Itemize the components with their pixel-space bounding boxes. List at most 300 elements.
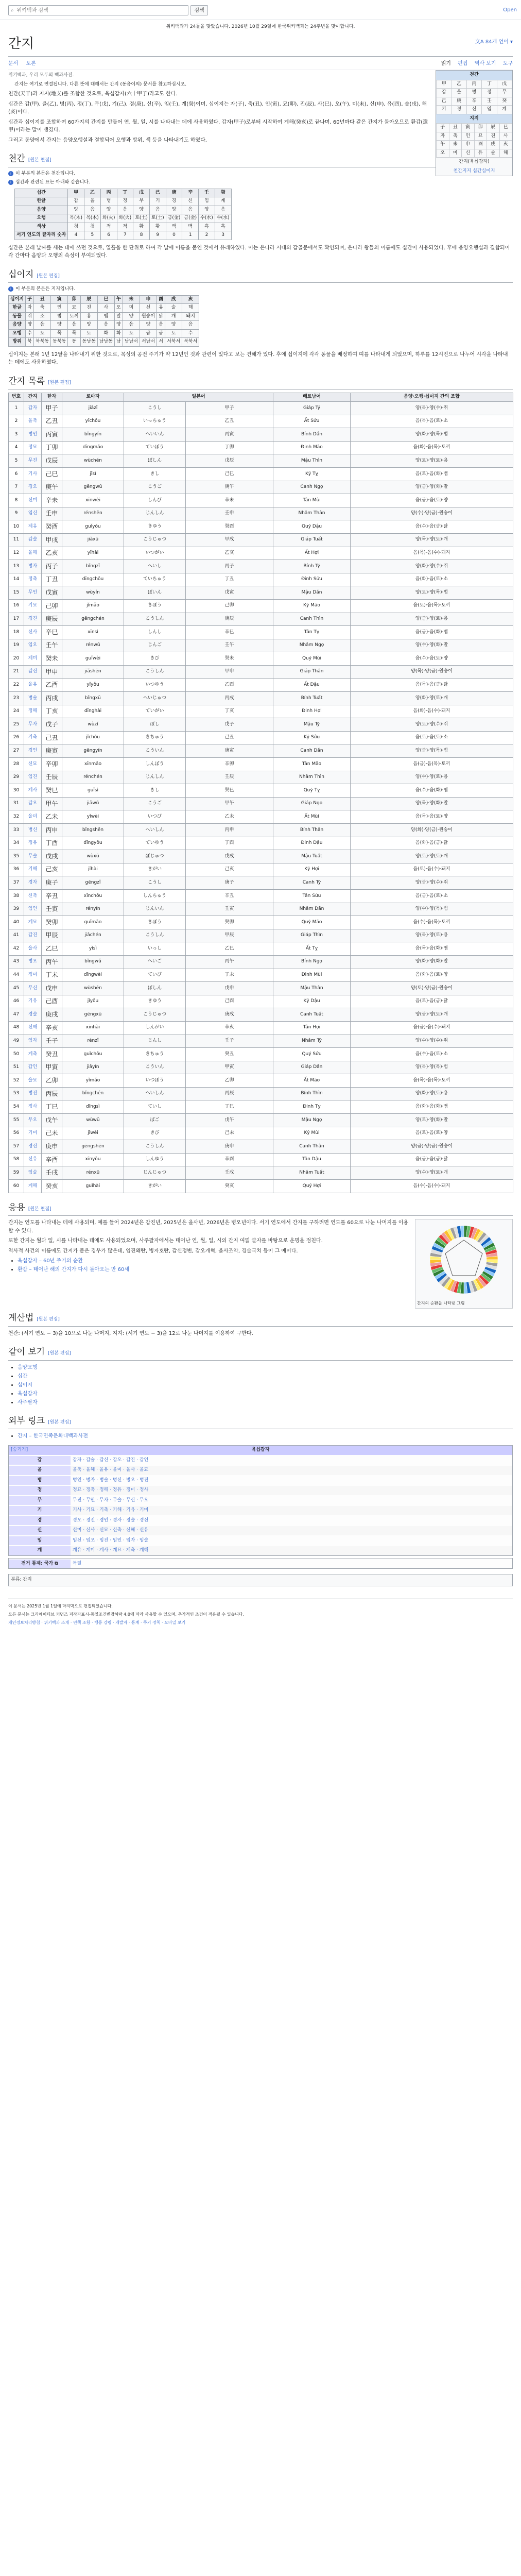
row-ganji[interactable]: 병진 [24,1087,42,1100]
edit-list[interactable]: [원본 편집] [48,380,71,385]
row-combination: 양(목)·양(토)·용 [351,929,513,942]
table-row [9,850,513,863]
infobox-cell[interactable]: 오 [437,149,449,158]
list-header-row [9,393,513,402]
infobox-cell[interactable]: 丑 [449,124,462,132]
row-combination: 음(금)·음(수)·돼지 [351,1021,513,1035]
table-cell: 0 [166,231,182,240]
row-hanja: 庚辰 [42,613,62,626]
row-hanja-2: 乙卯 [186,1074,273,1088]
row-ganji[interactable]: 신미 [24,494,42,507]
row-roman: guǐmǎo [62,916,124,929]
navbox-list[interactable]: 경오 · 경진 · 경인 · 경자 · 경술 · 경신 [71,1516,512,1526]
authority-item[interactable]: 독일 [71,1559,512,1569]
infobox-cell[interactable]: 무 [497,89,512,97]
row-ganji[interactable]: 정축 [24,573,42,586]
see-link-3[interactable]: 십이지 [18,1382,32,1388]
footer-links[interactable]: 개인정보처리방침 · 위키백과 소개 · 면책 조항 · 행동 강령 · 개발자 · 통계 · 쿠키 정책 · 모바일 보기 [8,1620,186,1625]
table-cell: 흑 [215,223,231,231]
table-cell: 적 [117,223,133,231]
infobox-cell[interactable]: 을 [451,89,466,97]
row-japanese: きび [124,652,186,666]
table-cell: 2 [199,231,215,240]
row-hanja-2: 戊戌 [186,850,273,863]
row-combination: 음(수)·음(금)·닭 [351,520,513,534]
row-vietnamese: Đinh Dậu [273,837,351,850]
row-ganji[interactable]: 정사 [24,1100,42,1114]
row-ganji[interactable]: 병오 [24,955,42,969]
infobox-cell[interactable]: 巳 [499,124,512,132]
row-hanja-2: 辛亥 [186,1021,273,1035]
row-ganji[interactable]: 무신 [24,982,42,995]
row-hanja: 乙丑 [42,415,62,428]
infobox-cell[interactable]: 해 [499,149,512,158]
row-combination: 양(토)·양(토)·개 [351,850,513,863]
row-number: 19 [9,639,24,652]
row-hanja-2: 辛巳 [186,626,273,639]
row-hanja: 甲午 [42,797,62,810]
see-link-2[interactable]: 십간 [18,1373,28,1379]
table-cell: 음 [84,206,101,214]
row-hanja-2: 庚辰 [186,613,273,626]
table-cell: 1 [182,231,199,240]
row-vietnamese: Nhâm Thìn [273,771,351,784]
navbox-list[interactable]: 임신 · 임오 · 임진 · 임인 · 임자 · 임술 [71,1536,512,1546]
search-button[interactable]: 검색 [190,5,208,15]
row-japanese: しんび [124,494,186,507]
table-header-cell: 巳 [97,295,114,304]
infobox-cell[interactable]: 未 [449,141,462,149]
row-ganji[interactable]: 경진 [24,613,42,626]
row-combination: 음(금)·음(토)·소 [351,889,513,903]
row-ganji[interactable]: 임진 [24,771,42,784]
infobox-cell[interactable]: 酉 [474,141,487,149]
infobox-cell[interactable]: 자 [437,132,449,141]
table-row [15,214,232,223]
navbox-hide-button[interactable]: [숨기기] [11,1447,28,1453]
see-link-1[interactable]: 음양오행 [18,1364,38,1370]
row-ganji[interactable]: 을사 [24,942,42,956]
row-ganji[interactable]: 무자 [24,718,42,732]
infobox-cell[interactable]: 午 [437,141,449,149]
row-ganji[interactable]: 기사 [24,467,42,481]
row-number: 45 [9,982,24,995]
search-box[interactable] [8,5,188,15]
search-input[interactable] [16,7,181,14]
navbox-list[interactable]: 계유 · 계미 · 계사 · 계묘 · 계축 · 계해 [71,1546,512,1555]
row-ganji[interactable]: 신유 [24,1153,42,1166]
row-hanja-2: 丁亥 [186,705,273,718]
row-combination: 양(토)·양(수)·쥐 [351,718,513,732]
row-combination: 양(화)·양(금)·원숭이 [351,824,513,837]
row-hanja: 己酉 [42,995,62,1008]
navbox-list[interactable]: 기사 · 기묘 · 기축 · 기해 · 기유 · 기미 [71,1505,512,1516]
row-roman: yǐmǎo [62,1074,124,1088]
row-hanja-2: 乙未 [186,810,273,824]
table-cell: 음 [182,206,199,214]
table-cell: 남남서 [123,338,140,347]
row-vietnamese: Nhâm Dần [273,903,351,916]
row-hanja-2: 丁酉 [186,837,273,850]
row-ganji[interactable]: 임술 [24,1166,42,1180]
infobox-cell[interactable]: 甲 [437,80,451,89]
table-cell: 4 [68,231,84,240]
see-link-5[interactable]: 사주팔자 [18,1399,38,1405]
navbox-list[interactable]: 갑자 · 갑술 · 갑신 · 갑오 · 갑진 · 갑인 [71,1455,512,1466]
infobox-cell[interactable]: 丙 [466,80,481,89]
usage-link-1[interactable]: 육십갑자 – 60년 주기의 순환 [18,1258,83,1264]
row-ganji[interactable]: 경신 [24,1140,42,1154]
row-japanese: きゆう [124,520,186,534]
row-hanja-2: 庚戌 [186,1008,273,1022]
navbox-list[interactable]: 정묘 · 정축 · 정해 · 정유 · 정미 · 정사 [71,1485,512,1496]
row-ganji[interactable]: 갑술 [24,533,42,547]
row-ganji[interactable]: 병자 [24,560,42,573]
edit-ext[interactable]: [원본 편집] [48,1419,71,1425]
row-japanese: ぼじゅつ [124,850,186,863]
row-japanese: こうしん [124,613,186,626]
row-ganji[interactable]: 경인 [24,744,42,758]
row-vietnamese: Ất Mão [273,1074,351,1088]
table-cell: 오 [114,304,123,313]
row-vietnamese: Giáp Ngọ [273,797,351,810]
toggle-cheongan-2-text: 십간과 관련된 표는 아래와 같습니다. [15,180,90,185]
row-number: 54 [9,1100,24,1114]
row-vietnamese: Ất Tỵ [273,942,351,956]
row-combination: 음(수)·음(수)·돼지 [351,1180,513,1193]
table-cell: 양 [80,321,97,330]
open-link[interactable]: Open [503,7,517,13]
row-ganji[interactable]: 병신 [24,824,42,837]
table-row [9,428,513,442]
row-hanja-2: 己巳 [186,467,273,481]
row-ganji[interactable]: 임신 [24,507,42,520]
row-roman: guǐwèi [62,652,124,666]
row-number: 35 [9,850,24,863]
table-row [9,639,513,652]
row-ganji[interactable]: 계미 [24,652,42,666]
row-vietnamese: Kỷ Hợi [273,863,351,876]
row-ganji[interactable]: 계사 [24,784,42,798]
row-number: 42 [9,942,24,956]
row-ganji[interactable]: 경술 [24,1008,42,1022]
row-ganji[interactable]: 갑자 [24,402,42,415]
row-ganji[interactable]: 을묘 [24,1074,42,1088]
row-ganji[interactable]: 기미 [24,1127,42,1140]
row-ganji[interactable]: 정해 [24,705,42,718]
row-combination: 음(목)·음(토)·양 [351,810,513,824]
navbox-list[interactable]: 병인 · 병자 · 병술 · 병신 · 병오 · 병진 [71,1476,512,1486]
infobox-cell[interactable]: 癸 [497,97,512,106]
table-cell: 해 [182,304,199,313]
infobox-cell[interactable]: 卯 [474,124,487,132]
tab-edit[interactable]: 편집 [458,61,468,66]
row-ganji[interactable]: 갑신 [24,665,42,679]
row-ganji[interactable]: 병인 [24,428,42,442]
navbox-group: 갑 [9,1455,71,1466]
row-vietnamese: Ất Hợi [273,547,351,560]
row-ganji[interactable]: 갑오 [24,797,42,810]
table-row [9,1140,513,1154]
row-japanese: へいしん [124,1087,186,1100]
edit-see[interactable]: [원본 편집] [48,1351,71,1357]
row-hanja: 己丑 [42,731,62,744]
table-cell: 토끼 [68,312,80,321]
row-japanese: こうしん [124,665,186,679]
row-ganji[interactable]: 경오 [24,481,42,494]
edit-usage[interactable]: [원본 편집] [28,1206,51,1212]
table-row [9,942,513,956]
navbox-title [9,1446,512,1455]
row-vietnamese: Mậu Dần [273,586,351,600]
row-ganji[interactable]: 기축 [24,731,42,744]
row-hanja: 甲戌 [42,533,62,547]
footer-last-edited: 이 문서는 2025년 1월 1일에 마지막으로 편집되었습니다. [8,1603,113,1608]
row-ganji[interactable]: 갑인 [24,1061,42,1074]
infobox-cell[interactable]: 戌 [487,141,500,149]
infobox-cell[interactable]: 丁 [482,80,497,89]
row-ganji[interactable]: 무진 [24,454,42,468]
toggle-jiji[interactable] [8,286,513,293]
row-roman: jǐyǒu [62,995,124,1008]
row-roman: jiǎwǔ [62,797,124,810]
row-ganji[interactable]: 임오 [24,639,42,652]
row-hanja-2: 癸卯 [186,916,273,929]
infobox-cell[interactable]: 인 [462,132,475,141]
infobox-footer-link[interactable]: 천간지지 십간십이지 [453,168,495,174]
row-vietnamese: Canh Thìn [273,613,351,626]
row-number: 9 [9,507,24,520]
row-vietnamese: Quý Dậu [273,520,351,534]
row-roman: dīngsì [62,1100,124,1114]
row-hanja-2: 甲子 [186,402,273,415]
row-japanese: しんぼう [124,758,186,771]
table-cell: 범 [51,312,68,321]
row-roman: jiǎzǐ [62,402,124,415]
row-ganji[interactable]: 을미 [24,810,42,824]
table-cell: 음 [123,321,140,330]
row-number: 57 [9,1140,24,1154]
infobox-cell[interactable]: 계 [497,106,512,114]
infobox-cell[interactable]: 庚 [451,97,466,106]
infobox-cell[interactable]: 술 [487,149,500,158]
row-japanese: ていがい [124,705,186,718]
table-row [9,797,513,810]
navbox-list[interactable]: 무진 · 무인 · 무자 · 무술 · 무신 · 무오 [71,1496,512,1506]
tab-tools[interactable]: 도구 [502,61,513,66]
row-vietnamese: Bính Ngọ [273,955,351,969]
row-number: 6 [9,467,24,481]
row-ganji[interactable]: 정묘 [24,441,42,454]
table-cell: 토 [123,329,140,338]
row-roman: bǐngchén [62,1087,124,1100]
language-button[interactable] [475,38,513,46]
row-vietnamese: Tân Hợi [273,1021,351,1035]
row-combination: 양(수)·양(수)·쥐 [351,1035,513,1048]
row-vietnamese: Giáp Tý [273,402,351,415]
table-row [9,903,513,916]
infobox-cell[interactable]: 임 [482,106,497,114]
infobox-cell[interactable]: 신 [462,149,475,158]
table-header-cell: 卯 [68,295,80,304]
row-ganji[interactable]: 신사 [24,626,42,639]
row-ganji[interactable]: 경자 [24,876,42,890]
tab-read[interactable]: 읽기 [441,61,451,66]
edit-cheongan[interactable]: [원본 편집] [28,158,51,163]
row-ganji[interactable]: 무인 [24,586,42,600]
table-row [9,520,513,534]
row-hanja-2: 丙申 [186,824,273,837]
row-hanja-2: 癸酉 [186,520,273,534]
col-ganji: 간지 [24,393,42,402]
infobox-cell[interactable]: 戊 [497,80,512,89]
row-ganji[interactable]: 계묘 [24,916,42,929]
row-number: 38 [9,889,24,903]
usage-link-2[interactable]: 환갑 – 태어난 해의 간지가 다시 돌아오는 만 60세 [18,1267,130,1273]
table-row [9,613,513,626]
row-ganji[interactable]: 을축 [24,415,42,428]
row-roman: wùshēn [62,982,124,995]
table-cell: 양 [26,321,34,330]
navbox-list[interactable]: 을축 · 을해 · 을유 · 을미 · 을사 · 을묘 [71,1465,512,1476]
row-hanja-2: 壬戌 [186,1166,273,1180]
row-ganji[interactable]: 정유 [24,837,42,850]
row-number: 40 [9,916,24,929]
row-ganji[interactable]: 계유 [24,520,42,534]
row-hanja: 甲寅 [42,1061,62,1074]
row-ganji[interactable]: 계해 [24,1180,42,1193]
row-japanese: こうじゅつ [124,1008,186,1022]
edit-jiji[interactable]: [원본 편집] [37,273,60,279]
table-cell: 화 [114,329,123,338]
row-ganji[interactable]: 임자 [24,1035,42,1048]
table-cell: 사 [97,304,114,313]
row-roman: xīnyǒu [62,1153,124,1166]
table-header-cell: 辛 [182,189,199,197]
row-hanja-2: 丙辰 [186,1087,273,1100]
infobox-cell[interactable]: 子 [437,124,449,132]
infobox-cell[interactable]: 신 [466,106,481,114]
row-number: 5 [9,454,24,468]
infobox-cell[interactable]: 기 [437,106,451,114]
row-hanja-2: 庚午 [186,481,273,494]
ext-link-1[interactable]: 간지 – 한국민족문화대백과사전 [18,1433,88,1439]
row-ganji[interactable]: 무술 [24,850,42,863]
infobox-cell[interactable]: 묘 [474,132,487,141]
row-roman: rénzǐ [62,1035,124,1048]
row-ganji[interactable]: 신해 [24,1021,42,1035]
infobox-footer: 간지(육십갑자) [436,158,512,167]
row-ganji[interactable]: 기묘 [24,599,42,613]
infobox-cell[interactable]: 정 [482,89,497,97]
row-hanja-2: 乙巳 [186,942,273,956]
infobox-cell[interactable]: 亥 [499,141,512,149]
row-vietnamese: Quý Mùi [273,652,351,666]
infobox-cell[interactable]: 壬 [482,97,497,106]
infobox-cell[interactable]: 乙 [451,80,466,89]
table-cell: 화(火) [117,214,133,223]
table-row [9,982,513,995]
infobox-row [437,89,512,97]
row-japanese: きし [124,467,186,481]
infobox-cell[interactable]: 유 [474,149,487,158]
row-ganji[interactable]: 신축 [24,889,42,903]
table-row [9,1166,513,1180]
table-row [9,969,513,982]
row-japanese: こういん [124,744,186,758]
infobox-cell[interactable]: 寅 [462,124,475,132]
row-ganji[interactable]: 신묘 [24,758,42,771]
row-ganji[interactable]: 병술 [24,692,42,705]
row-hanja-2: 戊子 [186,718,273,732]
table-row [9,467,513,481]
row-ganji[interactable]: 임인 [24,903,42,916]
row-ganji[interactable]: 기해 [24,863,42,876]
row-combination: 음(목)·음(화)·뱀 [351,942,513,956]
tab-article[interactable]: 문서 [8,61,19,66]
row-ganji[interactable]: 갑진 [24,929,42,942]
row-hanja-2: 乙酉 [186,679,273,692]
table-cell: 뱀 [97,312,114,321]
table-row [9,916,513,929]
infobox-cell[interactable]: 辰 [487,124,500,132]
infobox-cell[interactable]: 축 [449,132,462,141]
row-ganji[interactable]: 을해 [24,547,42,560]
row-number: 12 [9,547,24,560]
row-ganji[interactable]: 기유 [24,995,42,1008]
row-hanja-2: 乙亥 [186,547,273,560]
row-vietnamese: Kỷ Sửu [273,731,351,744]
row-ganji[interactable]: 정미 [24,969,42,982]
infobox-cell[interactable]: 己 [437,97,451,106]
row-ganji[interactable]: 계축 [24,1048,42,1061]
infobox-cell[interactable]: 辛 [466,97,481,106]
table-cell: 화 [97,329,114,338]
row-combination: 양(토)·양(금)·원숭이 [351,982,513,995]
row-ganji[interactable]: 무오 [24,1114,42,1127]
infobox-cell[interactable]: 갑 [437,89,451,97]
navbox-group: 기 [9,1505,71,1516]
infobox-cell[interactable]: 경 [451,106,466,114]
row-hanja: 丙辰 [42,1087,62,1100]
table-header-cell: 酉 [157,295,165,304]
row-roman: guǐsì [62,784,124,798]
table-cell: 신 [182,197,199,206]
edit-calc[interactable]: [원본 편집] [37,1317,60,1323]
row-hanja: 癸亥 [42,1180,62,1193]
category-links[interactable]: 분류: 간지 [8,1574,513,1586]
row-roman: bǐngshēn [62,824,124,837]
navbox-list[interactable]: 신미 · 신사 · 신묘 · 신축 · 신해 · 신유 [71,1526,512,1536]
table-cell: 양 [199,206,215,214]
infobox-cell[interactable]: 병 [466,89,481,97]
tab-history[interactable]: 역사 보기 [474,61,496,66]
table-cell: 서 [157,338,165,347]
infobox-cell[interactable]: 진 [487,132,500,141]
infobox-cell[interactable]: 申 [462,141,475,149]
infobox-cell[interactable]: 사 [499,132,512,141]
infobox-cell[interactable]: 미 [449,149,462,158]
row-combination: 음(화)·음(수)·돼지 [351,705,513,718]
translate-icon: 文A [475,39,485,45]
tab-talk[interactable]: 토론 [26,61,36,66]
row-ganji[interactable]: 을유 [24,679,42,692]
see-link-4[interactable]: 육십갑자 [18,1391,38,1397]
row-hanja: 壬寅 [42,903,62,916]
row-japanese: こうしん [124,1140,186,1154]
row-hanja-2: 丙子 [186,560,273,573]
table-cell: 수 [182,329,199,338]
